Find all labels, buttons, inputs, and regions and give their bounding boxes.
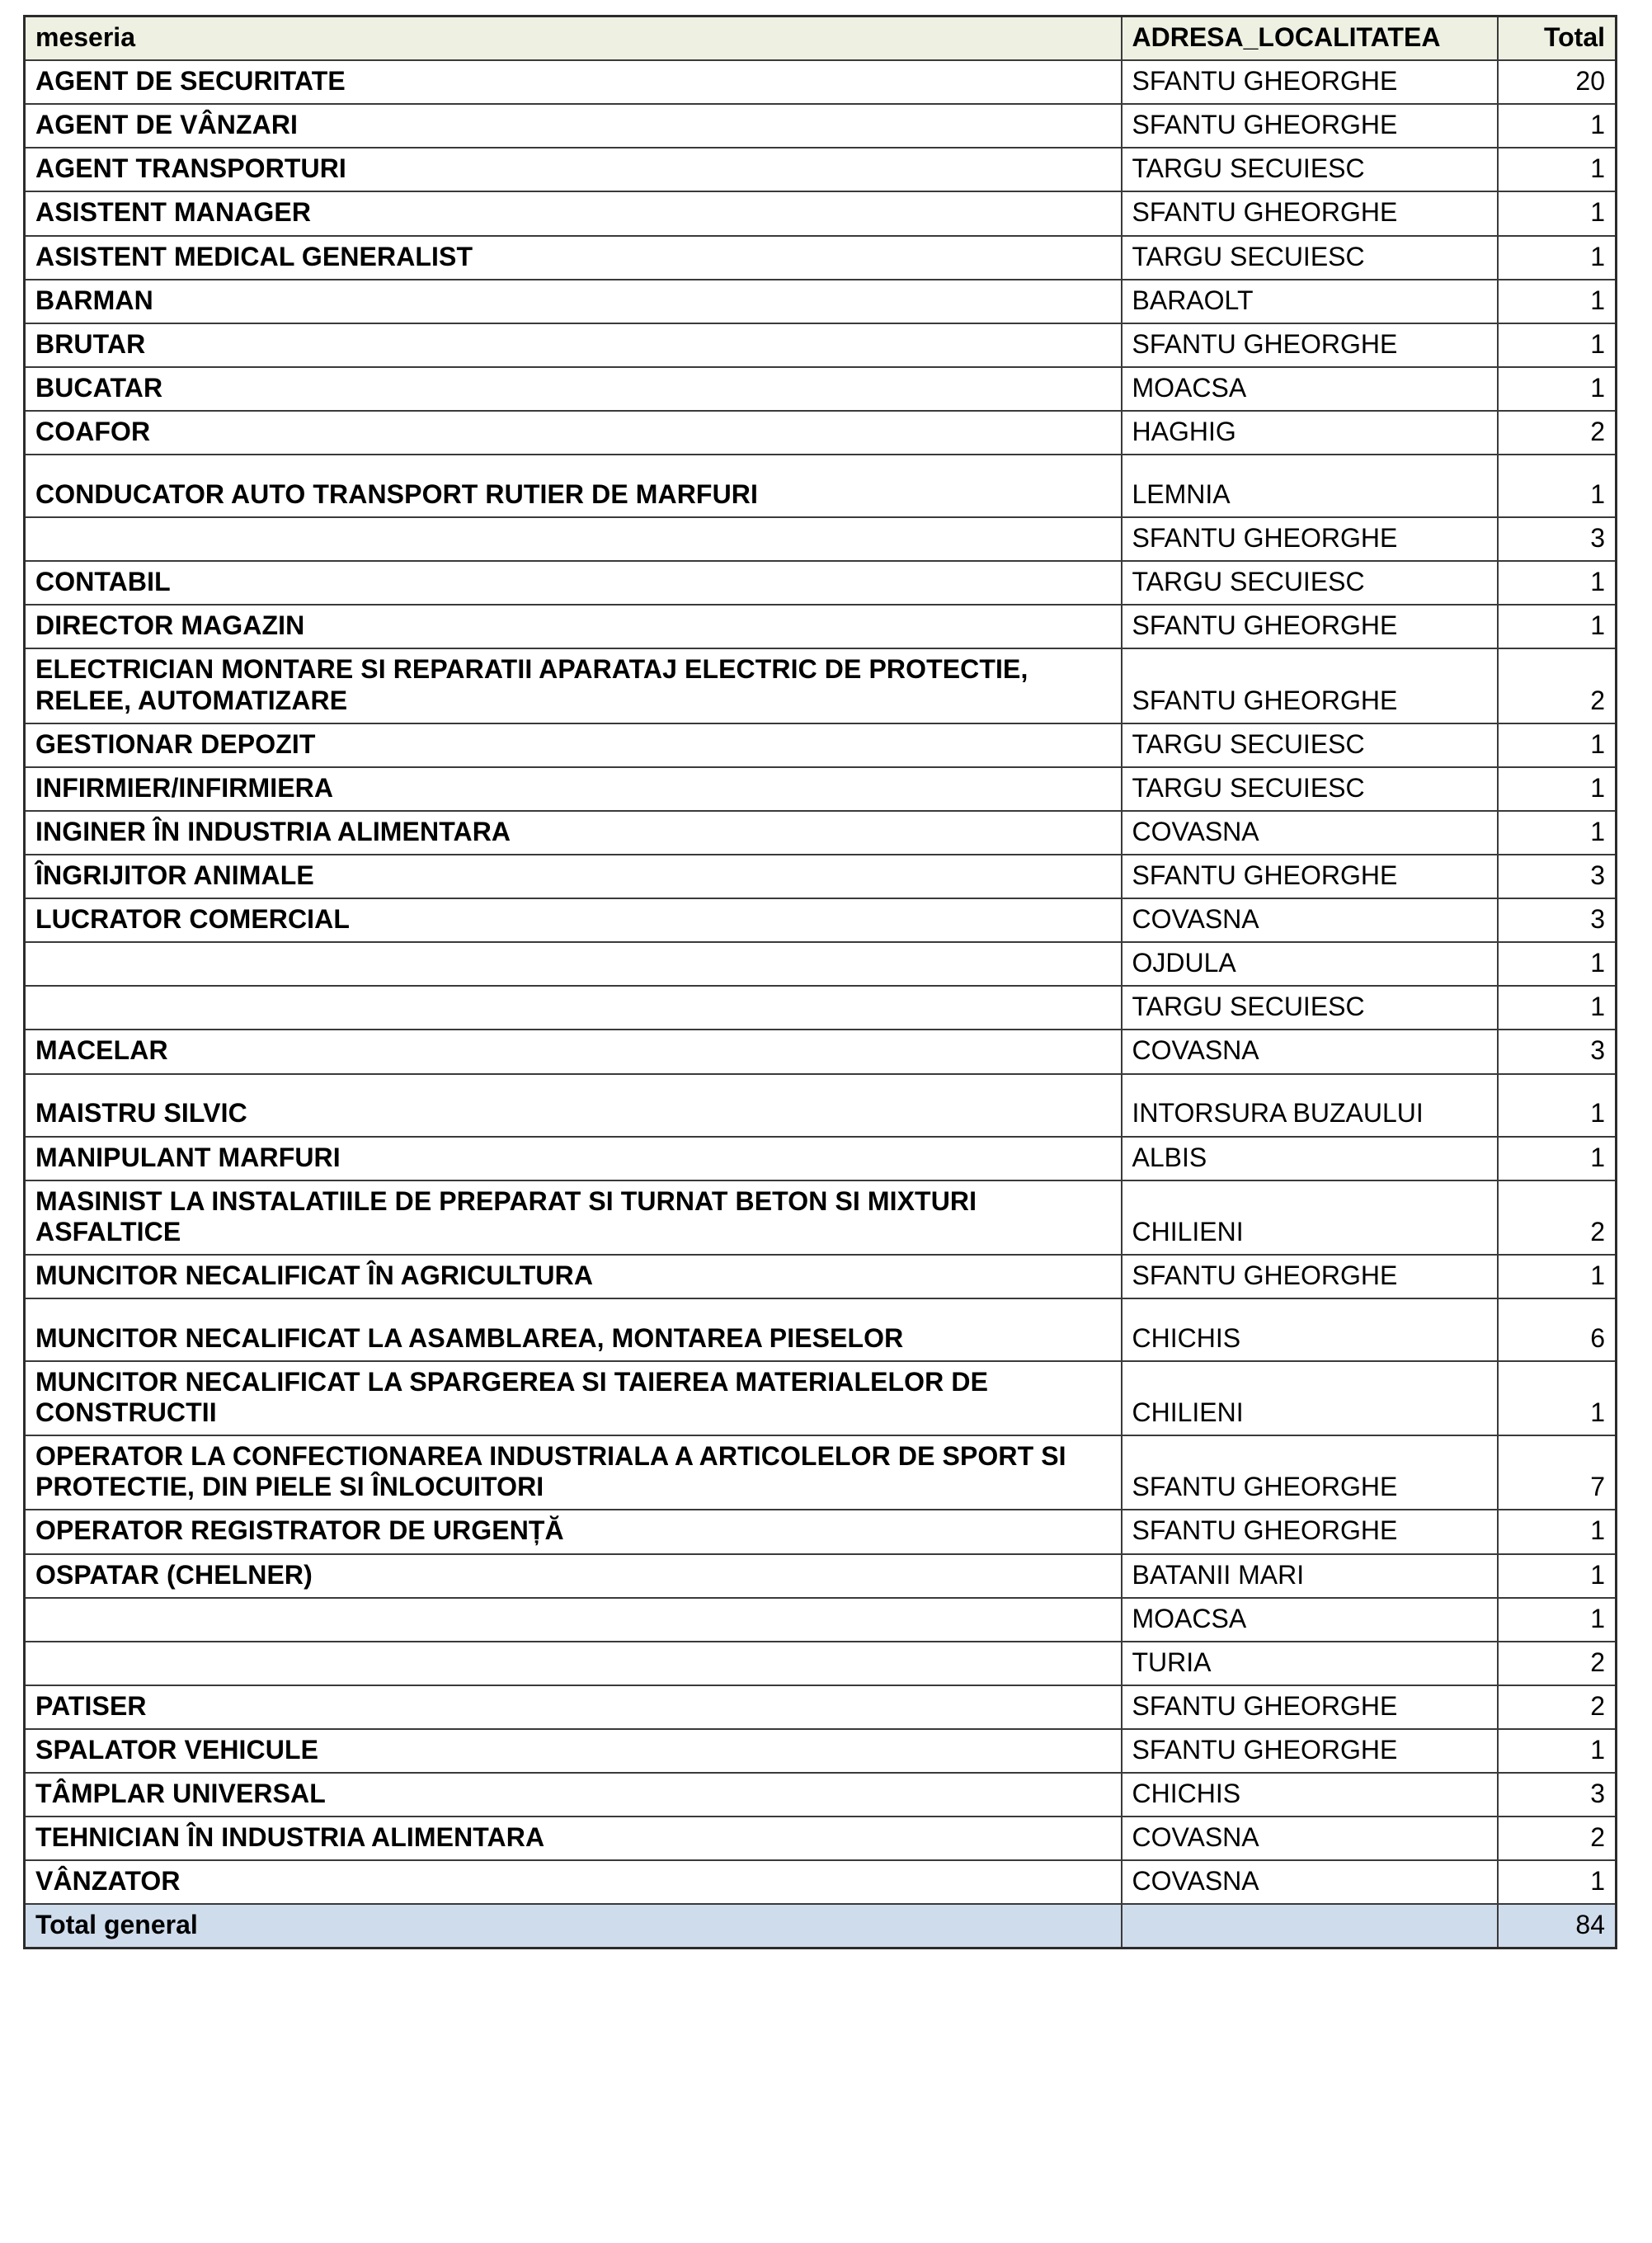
table-row [25,605,1617,648]
cell-localitatea: SFANTU GHEORGHE [1122,1435,1498,1510]
table-row [25,723,1617,767]
cell-meseria: MACELAR [25,1030,1122,1073]
cell-meseria: CONTABIL [25,561,1122,605]
total-general-label: Total general [25,1904,1122,1948]
table-row [25,1642,1617,1685]
cell-localitatea: OJDULA [1122,942,1498,986]
cell-localitatea: SFANTU GHEORGHE [1122,1255,1498,1298]
cell-meseria: OSPATAR (CHELNER) [25,1554,1122,1598]
cell-localitatea: COVASNA [1122,811,1498,855]
cell-localitatea: HAGHIG [1122,411,1498,455]
table-row [25,942,1617,986]
table-row [25,561,1617,605]
table-row [25,1255,1617,1298]
table-row [25,1685,1617,1729]
column-header-meseria[interactable]: meseria [25,16,1122,61]
cell-localitatea: TARGU SECUIESC [1122,148,1498,191]
table-row [25,1860,1617,1904]
cell-meseria: GESTIONAR DEPOZIT [25,723,1122,767]
cell-meseria: ASISTENT MANAGER [25,191,1122,235]
cell-localitatea: TARGU SECUIESC [1122,723,1498,767]
worksheet [23,15,1615,1949]
cell-total: 1 [1498,1361,1617,1435]
cell-localitatea: COVASNA [1122,1817,1498,1860]
cell-localitatea: SFANTU GHEORGHE [1122,104,1498,148]
cell-meseria [25,986,1122,1030]
table-footer [25,1904,1617,1948]
cell-total: 1 [1498,723,1617,767]
cell-meseria: MASINIST LA INSTALATIILE DE PREPARAT SI TURNAT BETON SI MIXTURI ASFALTICE [25,1180,1122,1255]
table-row [25,1817,1617,1860]
cell-total: 3 [1498,1773,1617,1817]
cell-total: 1 [1498,561,1617,605]
table-row [25,767,1617,811]
cell-meseria: TÂMPLAR UNIVERSAL [25,1773,1122,1817]
cell-meseria: ELECTRICIAN MONTARE SI REPARATII APARATAJ ELECTRIC DE PROTECTIE, RELEE, AUTOMATIZARE [25,648,1122,723]
table-row [25,323,1617,367]
cell-total: 1 [1498,1137,1617,1180]
cell-localitatea: TURIA [1122,1642,1498,1685]
cell-localitatea: SFANTU GHEORGHE [1122,517,1498,561]
cell-meseria: MANIPULANT MARFURI [25,1137,1122,1180]
table-row [25,1729,1617,1773]
table-row [25,148,1617,191]
cell-meseria [25,942,1122,986]
cell-total: 1 [1498,148,1617,191]
cell-total: 3 [1498,1030,1617,1073]
cell-meseria: BARMAN [25,280,1122,323]
table-row [25,517,1617,561]
cell-total: 1 [1498,455,1617,517]
table-row [25,898,1617,942]
cell-localitatea: SFANTU GHEORGHE [1122,1729,1498,1773]
table-row [25,411,1617,455]
total-general-localitatea [1122,1904,1498,1948]
cell-total: 1 [1498,942,1617,986]
column-header-total[interactable]: Total [1498,16,1617,61]
table-row [25,1030,1617,1073]
cell-total: 1 [1498,811,1617,855]
cell-localitatea: SFANTU GHEORGHE [1122,605,1498,648]
table-row [25,648,1617,723]
table-row [25,191,1617,235]
cell-total: 1 [1498,986,1617,1030]
cell-localitatea: SFANTU GHEORGHE [1122,191,1498,235]
cell-total: 2 [1498,1642,1617,1685]
cell-localitatea: LEMNIA [1122,455,1498,517]
cell-localitatea: SFANTU GHEORGHE [1122,648,1498,723]
cell-total: 2 [1498,648,1617,723]
cell-meseria: DIRECTOR MAGAZIN [25,605,1122,648]
cell-localitatea: TARGU SECUIESC [1122,767,1498,811]
cell-meseria: ASISTENT MEDICAL GENERALIST [25,236,1122,280]
table-row [25,1554,1617,1598]
cell-localitatea: CHICHIS [1122,1298,1498,1361]
cell-localitatea: ALBIS [1122,1137,1498,1180]
cell-total: 1 [1498,605,1617,648]
cell-meseria: COAFOR [25,411,1122,455]
cell-meseria: AGENT DE SECURITATE [25,60,1122,104]
cell-localitatea: TARGU SECUIESC [1122,561,1498,605]
cell-total: 1 [1498,767,1617,811]
cell-localitatea: COVASNA [1122,1030,1498,1073]
cell-total: 1 [1498,104,1617,148]
cell-total: 1 [1498,280,1617,323]
table-row [25,1510,1617,1553]
table-row [25,1598,1617,1642]
total-general-value: 84 [1498,1904,1617,1948]
cell-meseria: OPERATOR LA CONFECTIONAREA INDUSTRIALA A ARTICOLELOR DE SPORT SI PROTECTIE, DIN PIELE SI ÎNLOCUITORI [25,1435,1122,1510]
cell-localitatea: MOACSA [1122,1598,1498,1642]
table-row [25,280,1617,323]
cell-total: 1 [1498,367,1617,411]
cell-localitatea: TARGU SECUIESC [1122,986,1498,1030]
cell-total: 1 [1498,1255,1617,1298]
total-general-row [25,1904,1617,1948]
table-row [25,1361,1617,1435]
cell-meseria: SPALATOR VEHICULE [25,1729,1122,1773]
cell-localitatea: COVASNA [1122,1860,1498,1904]
cell-total: 2 [1498,411,1617,455]
cell-meseria: ÎNGRIJITOR ANIMALE [25,855,1122,898]
cell-total: 20 [1498,60,1617,104]
cell-meseria: PATISER [25,1685,1122,1729]
cell-localitatea: TARGU SECUIESC [1122,236,1498,280]
cell-localitatea: CHILIENI [1122,1180,1498,1255]
cell-total: 1 [1498,236,1617,280]
table-row [25,855,1617,898]
table-row [25,60,1617,104]
cell-total: 1 [1498,323,1617,367]
cell-total: 1 [1498,1729,1617,1773]
cell-meseria: MUNCITOR NECALIFICAT LA ASAMBLAREA, MONTAREA PIESELOR [25,1298,1122,1361]
cell-localitatea: SFANTU GHEORGHE [1122,1510,1498,1553]
cell-total: 1 [1498,1074,1617,1137]
cell-localitatea: INTORSURA BUZAULUI [1122,1074,1498,1137]
table-row [25,367,1617,411]
cell-meseria: VÂNZATOR [25,1860,1122,1904]
table-row [25,104,1617,148]
cell-localitatea: CHILIENI [1122,1361,1498,1435]
cell-total: 2 [1498,1817,1617,1860]
cell-total: 1 [1498,1510,1617,1553]
cell-localitatea: COVASNA [1122,898,1498,942]
table-row [25,1773,1617,1817]
cell-meseria: AGENT DE VÂNZARI [25,104,1122,148]
cell-meseria: INFIRMIER/INFIRMIERA [25,767,1122,811]
jobs-table [23,15,1617,1949]
cell-localitatea: BATANII MARI [1122,1554,1498,1598]
cell-localitatea: SFANTU GHEORGHE [1122,855,1498,898]
cell-total: 3 [1498,855,1617,898]
cell-total: 6 [1498,1298,1617,1361]
cell-meseria: MAISTRU SILVIC [25,1074,1122,1137]
cell-total: 3 [1498,517,1617,561]
cell-meseria: INGINER ÎN INDUSTRIA ALIMENTARA [25,811,1122,855]
cell-meseria: BUCATAR [25,367,1122,411]
cell-meseria: BRUTAR [25,323,1122,367]
cell-meseria: LUCRATOR COMERCIAL [25,898,1122,942]
cell-total: 1 [1498,1598,1617,1642]
table-row [25,1435,1617,1510]
cell-meseria: AGENT TRANSPORTURI [25,148,1122,191]
table-header [25,16,1617,61]
table-row [25,1298,1617,1361]
table-row [25,455,1617,517]
cell-localitatea: SFANTU GHEORGHE [1122,323,1498,367]
cell-meseria [25,1642,1122,1685]
cell-total: 3 [1498,898,1617,942]
table-row [25,1074,1617,1137]
cell-localitatea: SFANTU GHEORGHE [1122,1685,1498,1729]
cell-meseria: MUNCITOR NECALIFICAT ÎN AGRICULTURA [25,1255,1122,1298]
cell-total: 7 [1498,1435,1617,1510]
cell-localitatea: MOACSA [1122,367,1498,411]
cell-total: 1 [1498,191,1617,235]
cell-total: 2 [1498,1180,1617,1255]
table-row [25,986,1617,1030]
cell-total: 1 [1498,1554,1617,1598]
table-header-row [25,16,1617,61]
cell-localitatea: CHICHIS [1122,1773,1498,1817]
table-row [25,1180,1617,1255]
cell-localitatea: SFANTU GHEORGHE [1122,60,1498,104]
cell-localitatea: BARAOLT [1122,280,1498,323]
table-row [25,236,1617,280]
table-body [25,60,1617,1904]
table-row [25,811,1617,855]
cell-meseria: CONDUCATOR AUTO TRANSPORT RUTIER DE MARFURI [25,455,1122,517]
cell-meseria [25,1598,1122,1642]
cell-total: 2 [1498,1685,1617,1729]
cell-meseria: MUNCITOR NECALIFICAT LA SPARGEREA SI TAIEREA MATERIALELOR DE CONSTRUCTII [25,1361,1122,1435]
cell-meseria [25,517,1122,561]
table-row [25,1137,1617,1180]
cell-total: 1 [1498,1860,1617,1904]
cell-meseria: OPERATOR REGISTRATOR DE URGENȚĂ [25,1510,1122,1553]
column-header-localitatea[interactable]: ADRESA_LOCALITATEA [1122,16,1498,61]
cell-meseria: TEHNICIAN ÎN INDUSTRIA ALIMENTARA [25,1817,1122,1860]
